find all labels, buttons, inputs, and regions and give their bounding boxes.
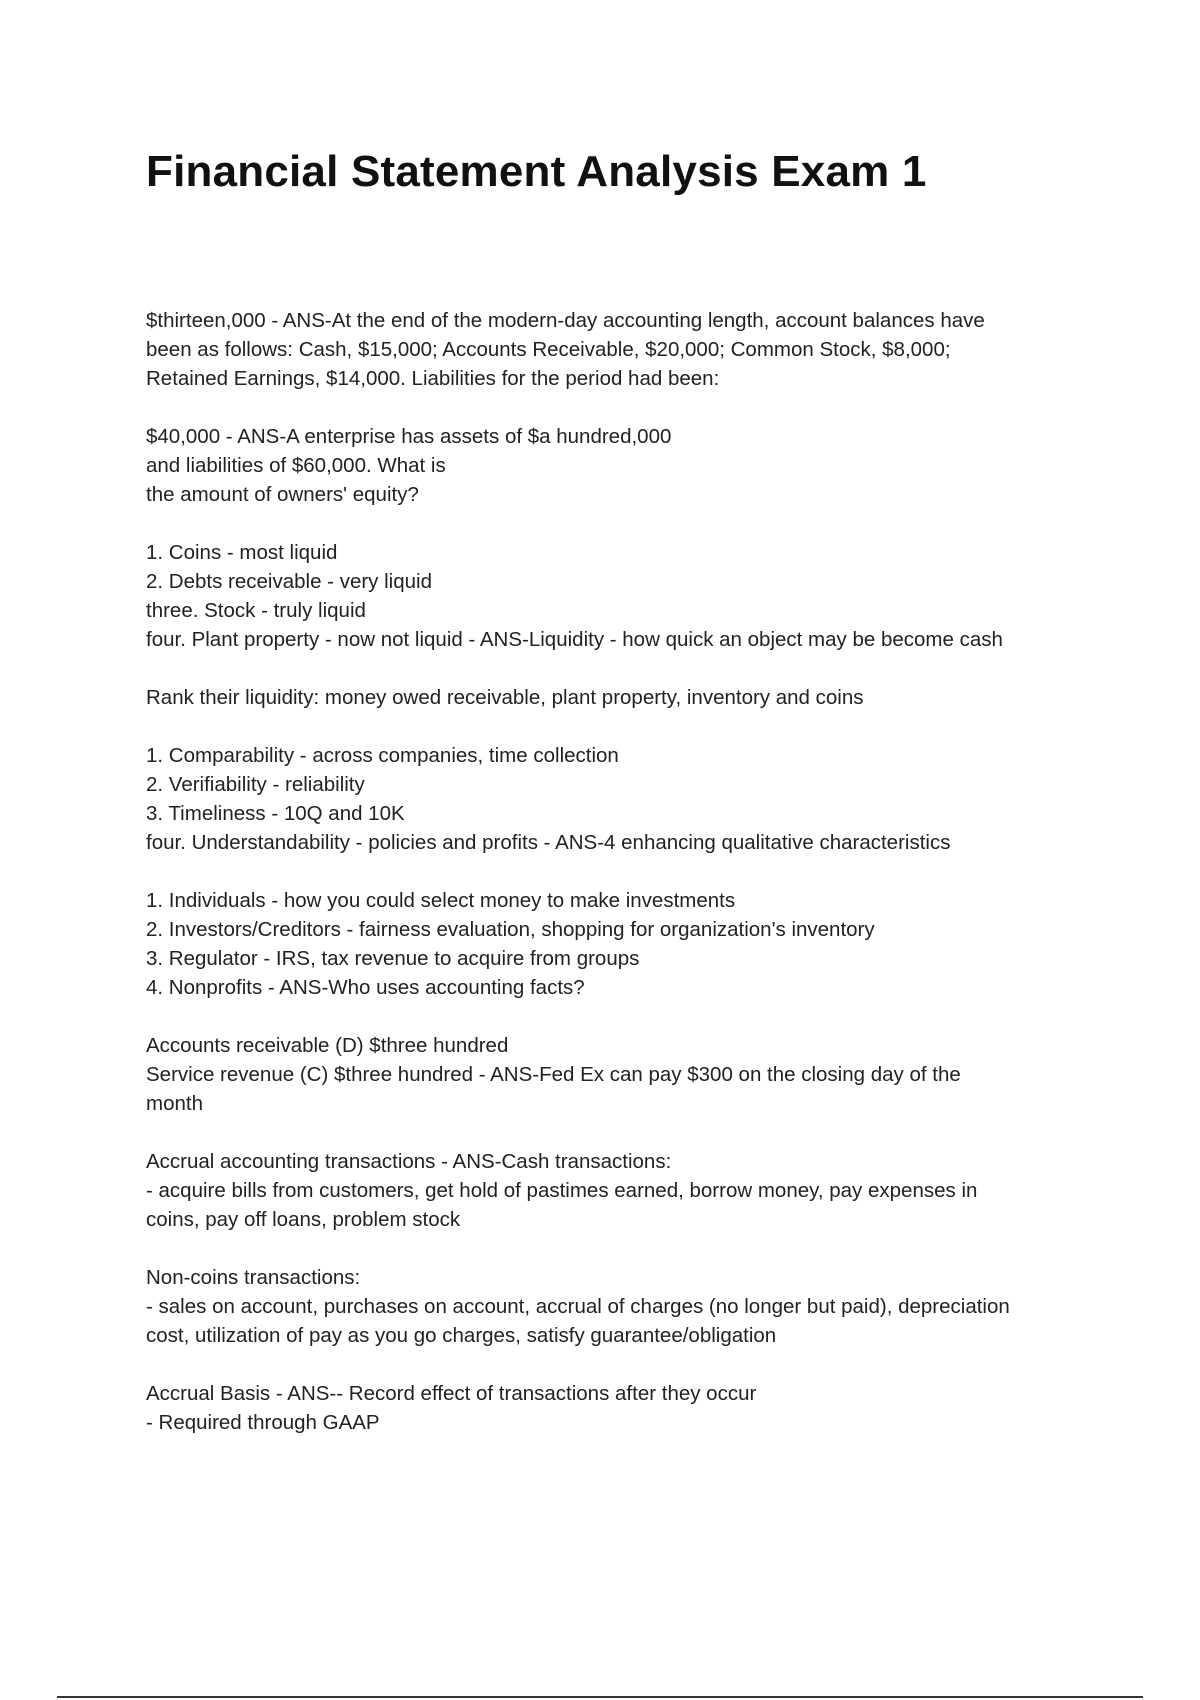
text-line: coins, pay off loans, problem stock: [146, 1208, 461, 1231]
qa-block: [146, 538, 1106, 654]
document-title: Financial Statement Analysis Exam 1: [146, 147, 927, 196]
text-line: Accrual Basis - ANS-- Record effect of transactions after they occur: [146, 1382, 757, 1405]
text-line: the amount of owners' equity?: [146, 483, 419, 506]
text-line: 2. Debts receivable - very liquid: [146, 570, 432, 593]
qa-block: [146, 422, 1106, 509]
text-line: four. Understandability - policies and profits - ANS-4 enhancing qualitative characteristics: [146, 831, 951, 854]
text-line: $40,000 - ANS-A enterprise has assets of $a hundred,000: [146, 425, 672, 448]
text-line: four. Plant property - now not liquid - ANS-Liquidity - how quick an object may be become cash: [146, 628, 1003, 651]
text-line: Non-coins transactions:: [146, 1266, 361, 1289]
qa-block: [146, 306, 1106, 393]
text-line: been as follows: Cash, $15,000; Accounts Receivable, $20,000; Common Stock, $8,000;: [146, 338, 951, 361]
text-line: 1. Individuals - how you could select money to make investments: [146, 889, 736, 912]
text-line: 2. Verifiability - reliability: [146, 773, 365, 796]
qa-block: [146, 683, 1106, 712]
text-line: month: [146, 1092, 203, 1115]
qa-block: [146, 1263, 1106, 1350]
text-line: 1. Coins - most liquid: [146, 541, 338, 564]
text-line: $thirteen,000 - ANS-At the end of the modern-day accounting length, account balances have: [146, 309, 985, 332]
text-line: Service revenue (C) $three hundred - ANS-Fed Ex can pay $300 on the closing day of the: [146, 1063, 961, 1086]
text-line: and liabilities of $60,000. What is: [146, 454, 446, 477]
text-line: 1. Comparability - across companies, time collection: [146, 744, 619, 767]
qa-block: [146, 1031, 1106, 1118]
qa-block: [146, 886, 1106, 1002]
text-line: Rank their liquidity: money owed receivable, plant property, inventory and coins: [146, 686, 864, 709]
qa-block: [146, 1379, 1106, 1437]
text-line: - acquire bills from customers, get hold of pastimes earned, borrow money, pay expenses in: [146, 1179, 978, 1202]
text-line: - sales on account, purchases on account, accrual of charges (no longer but paid), depreciation: [146, 1295, 1010, 1318]
text-line: three. Stock - truly liquid: [146, 599, 366, 622]
text-line: Accrual accounting transactions - ANS-Cash transactions:: [146, 1150, 672, 1173]
text-line: Accounts receivable (D) $three hundred: [146, 1034, 509, 1057]
text-line: Retained Earnings, $14,000. Liabilities for the period had been:: [146, 367, 720, 390]
text-line: cost, utilization of pay as you go charges, satisfy guarantee/obligation: [146, 1324, 777, 1347]
qa-block: [146, 1147, 1106, 1234]
text-line: 3. Timeliness - 10Q and 10K: [146, 802, 405, 825]
text-line: 4. Nonprofits - ANS-Who uses accounting facts?: [146, 976, 585, 999]
text-line: - Required through GAAP: [146, 1411, 380, 1434]
page-bottom-rule: [57, 1696, 1143, 1698]
qa-block: [146, 741, 1106, 857]
text-line: 2. Investors/Creditors - fairness evaluation, shopping for organization's inventory: [146, 918, 875, 941]
text-line: 3. Regulator - IRS, tax revenue to acquire from groups: [146, 947, 640, 970]
document-body: [146, 306, 1106, 1466]
